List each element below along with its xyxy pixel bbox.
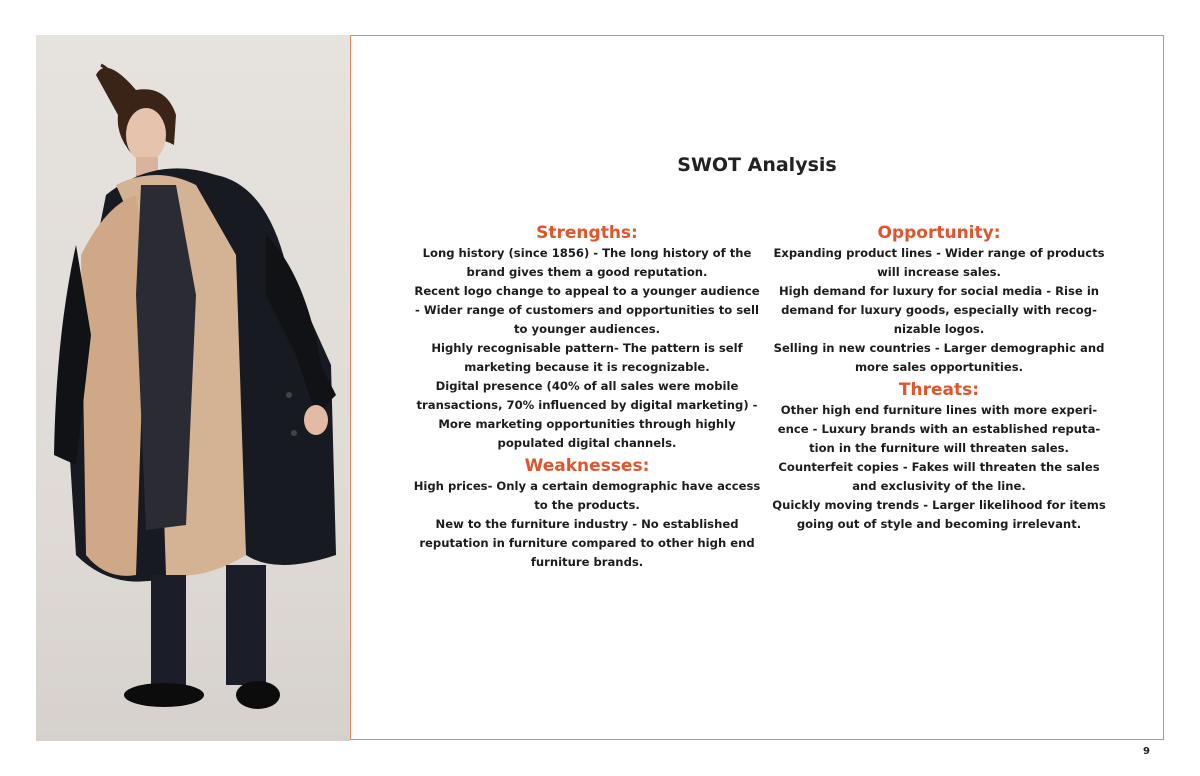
- weakness-item: New to the furniture industry - No established reputation in furniture compared to other high end furniture brands.: [419, 517, 755, 569]
- threat-item: Quickly moving trends - Larger likelihood for items going out of style and becoming irrelevant.: [772, 498, 1106, 531]
- swot-panel: [350, 35, 1164, 740]
- campaign-photo: [36, 35, 350, 741]
- strength-item: Highly recognisable pattern- The pattern is self marketing because it is recognizable.: [431, 341, 743, 374]
- opportunity-item: Expanding product lines - Wider range of products will increase sales.: [773, 246, 1105, 279]
- weakness-item: High prices- Only a certain demographic have access to the products.: [413, 479, 761, 512]
- strength-item: Recent logo change to appeal to a younger audience - Wider range of customers and opportunities to sell to younger audiences.: [414, 284, 760, 336]
- page-number: 9: [1143, 746, 1150, 757]
- model-in-trench-coat-photo: [36, 35, 350, 741]
- threat-item: Other high end furniture lines with more experience - Luxury brands with an established reputation in the furniture will threaten sales.: [777, 403, 1101, 455]
- strengths-heading: Strengths:: [536, 223, 638, 243]
- opportunity-item: Selling in new countries - Larger demographic and more sales opportunities.: [773, 341, 1105, 374]
- swot-left-column: [413, 222, 761, 572]
- opportunity-heading: Opportunity:: [877, 223, 1001, 243]
- threats-heading: Threats:: [898, 380, 980, 400]
- swot-right-column: [771, 222, 1107, 534]
- page-title: SWOT Analysis: [677, 154, 837, 176]
- opportunity-item: High demand for luxury for social media - Rise in demand for luxury goods, especially with recognizable logos.: [778, 284, 1100, 336]
- strength-item: Digital presence (40% of all sales were mobile transactions, 70% influenced by digital marketing) - More marketing opportunities through highly populated digital channels.: [416, 379, 758, 450]
- strength-item: Long history (since 1856) - The long history of the brand gives them a good reputation.: [422, 246, 752, 279]
- weaknesses-heading: Weaknesses:: [524, 456, 650, 476]
- threat-item: Counterfeit copies - Fakes will threaten the sales and exclusivity of the line.: [778, 460, 1100, 493]
